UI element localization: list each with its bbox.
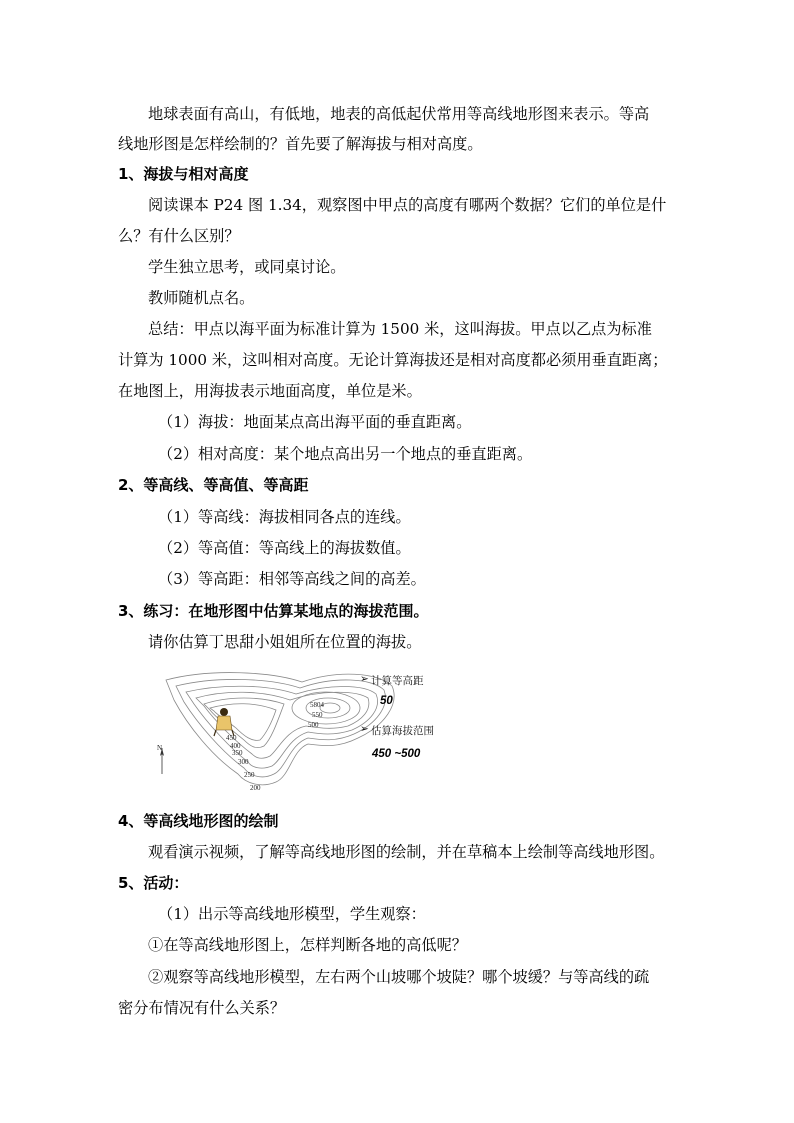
question-2-line-2: 密分布情况有什么关系？ (118, 999, 286, 1017)
question-1: ①在等高线地形图上，怎样判断各地的高低呢？ (148, 936, 467, 954)
heading-section-5: 5、活动： (118, 874, 189, 892)
note-contour-interval: 计算等高距 (371, 675, 424, 687)
contour-label-200: 200 (250, 784, 261, 792)
north-label: N (157, 744, 163, 752)
contour-label-350: 350 (232, 749, 243, 757)
definition-contour-interval: （3）等高距：相邻等高线之间的高差。 (158, 570, 426, 588)
paragraph-5-line-1: （1）出示等高线地形模型，学生观察： (158, 905, 426, 923)
definition-contour-line: （1）等高线：海拔相同各点的连线。 (158, 508, 411, 526)
heading-section-4: 4、等高线地形图的绘制 (118, 812, 279, 830)
heading-section-3: 3、练习：在地形图中估算某地点的海拔范围。 (118, 602, 429, 620)
paragraph-1-line-7: 在地图上，用海拔表示地面高度，单位是米。 (118, 382, 422, 400)
contour-label-5804: 5804 (310, 701, 324, 709)
bullet-icon: ➢ (360, 673, 369, 685)
contour-label-400: 400 (230, 742, 241, 750)
heading-section-1: 1、海拔与相对高度 (118, 165, 249, 183)
contour-map-figure (152, 664, 452, 796)
heading-section-2: 2、等高线、等高值、等高距 (118, 476, 309, 494)
answer-contour-interval: 50 (380, 695, 393, 707)
answer-altitude-range: 450 ~500 (372, 748, 421, 760)
question-2-line-1: ②观察等高线地形模型，左右两个山坡哪个坡陡？哪个坡缓？与等高线的疏 (148, 968, 650, 986)
paragraph-intro-line-1: 地球表面有高山，有低地，地表的高低起伏常用等高线地形图来表示。等高 (148, 105, 650, 123)
paragraph-intro-line-2: 线地形图是怎样绘制的？首先要了解海拔与相对高度。 (118, 135, 483, 153)
note-altitude-range: 估算海拔范围 (371, 725, 434, 737)
contour-400 (204, 698, 284, 748)
paragraph-1-line-6: 计算为 1000 米，这叫相对高度。无论计算海拔还是相对高度都必须用垂直距离； (118, 351, 668, 369)
paragraph-1-line-3: 学生独立思考，或同桌讨论。 (148, 258, 346, 276)
definition-altitude: （1）海拔：地面某点高出海平面的垂直距离。 (158, 413, 472, 431)
contour-label-550: 550 (312, 711, 323, 719)
paragraph-1-line-1: 阅读课本 P24 图 1.34，观察图中甲点的高度有哪两个数据？它们的单位是什 (148, 196, 667, 214)
contour-label-500: 500 (308, 721, 319, 729)
contour-300 (186, 686, 378, 768)
paragraph-3-line-1: 请你估算丁思甜小姐姐所在位置的海拔。 (148, 633, 422, 651)
paragraph-4-line-1: 观看演示视频，了解等高线地形图的绘制，并在草稿本上绘制等高线地形图。 (148, 843, 665, 861)
contour-label-450: 450 (226, 734, 237, 742)
bullet-icon: ➢ (360, 723, 369, 735)
contour-250 (176, 679, 385, 776)
paragraph-1-line-4: 教师随机点名。 (148, 289, 255, 307)
contour-label-300: 300 (238, 758, 249, 766)
person-icon (214, 708, 234, 736)
definition-relative-height: （2）相对高度：某个地点高出另一个地点的垂直距离。 (158, 445, 533, 463)
paragraph-1-line-5: 总结：甲点以海平面为标准计算为 1500 米，这叫海拔。甲点以乙点为标准 (148, 320, 652, 338)
paragraph-1-line-2: 么？有什么区别？ (118, 227, 240, 245)
definition-contour-value: （2）等高值：等高线上的海拔数值。 (158, 539, 411, 557)
contour-label-250: 250 (244, 771, 255, 779)
